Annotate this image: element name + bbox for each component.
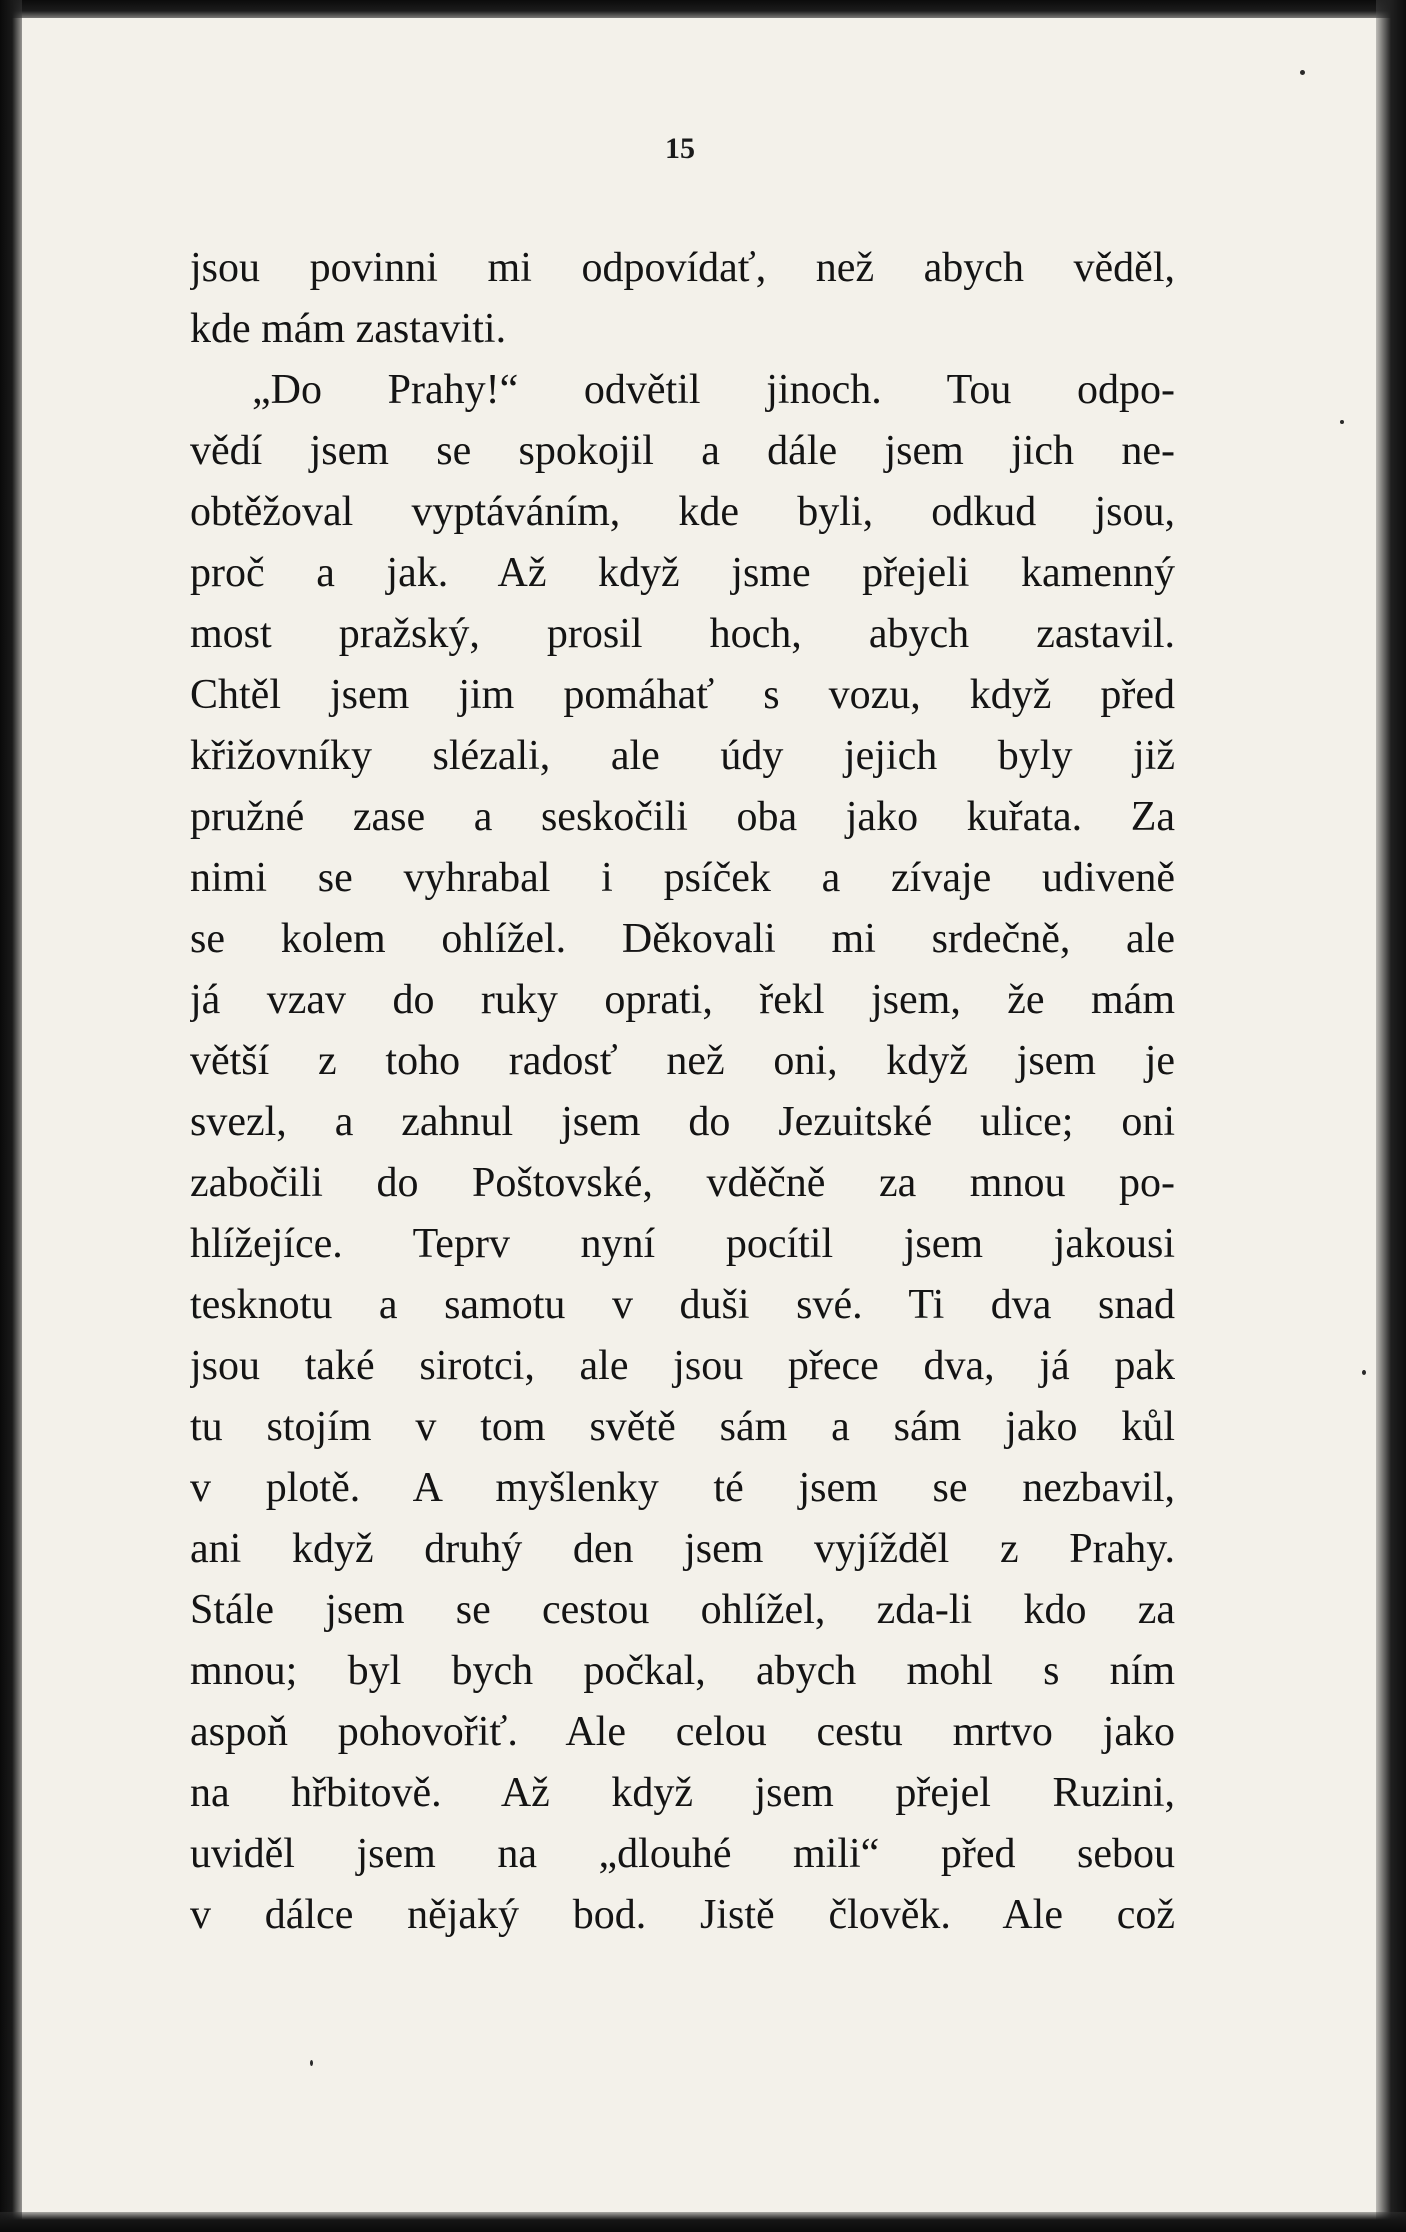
scan-speck: [1340, 420, 1344, 424]
text-line: most pražský, prosil hoch, abych zastavil.: [190, 611, 1175, 657]
text-line: jsou také sirotci, ale jsou přece dva, já pak: [190, 1343, 1175, 1389]
scan-border-right: [1376, 0, 1406, 2232]
scan-border-bottom: [0, 2212, 1406, 2232]
text-line: aspoň pohovořiť. Ale celou cestu mrtvo jako: [190, 1709, 1175, 1755]
text-line: proč a jak. Až když jsme přejeli kamenný: [190, 550, 1175, 596]
text-line: mnou; byl bych počkal, abych mohl s ním: [190, 1648, 1175, 1694]
text-line: „Do Prahy!“ odvětil jinoch. Tou odpo-: [252, 367, 1175, 413]
text-line: nimi se vyhrabal i psíček a zívaje udiveně: [190, 855, 1175, 901]
text-line: kde mám zastaviti.: [190, 306, 507, 352]
text-line: já vzav do ruky oprati, řekl jsem, že mám: [190, 977, 1175, 1023]
text-line: jsou povinni mi odpovídať, než abych věděl,: [190, 245, 1175, 291]
text-line: větší z toho radosť než oni, když jsem je: [190, 1038, 1175, 1084]
text-line: ani když druhý den jsem vyjížděl z Prahy.: [190, 1526, 1175, 1572]
text-line: uviděl jsem na „dlouhé mili“ před sebou: [190, 1831, 1175, 1877]
text-line: tesknotu a samotu v duši své. Ti dva snad: [190, 1282, 1175, 1328]
text-line: hlížejíce. Teprv nyní pocítil jsem jakousi: [190, 1221, 1175, 1267]
scan-border-top: [0, 0, 1406, 18]
scan-speck: [1362, 1370, 1366, 1375]
body-text: [190, 238, 1175, 1946]
text-line: křižovníky slézali, ale údy jejich byly již: [190, 733, 1175, 779]
text-line: se kolem ohlížel. Děkovali mi srdečně, ale: [190, 916, 1175, 962]
text-line: Stále jsem se cestou ohlížel, zda-li kdo za: [190, 1587, 1175, 1633]
scan-speck: [1300, 70, 1305, 75]
scan-border-left: [0, 0, 22, 2232]
text-line: svezl, a zahnul jsem do Jezuitské ulice; oni: [190, 1099, 1175, 1145]
text-line: tu stojím v tom světě sám a sám jako kůl: [190, 1404, 1175, 1450]
text-line: v plotě. A myšlenky té jsem se nezbavil,: [190, 1465, 1175, 1511]
text-line: obtěžoval vyptáváním, kde byli, odkud jsou,: [190, 489, 1175, 535]
page-number: 15: [665, 132, 695, 165]
text-line: zabočili do Poštovské, vděčně za mnou po-: [190, 1160, 1175, 1206]
text-line: vědí jsem se spokojil a dále jsem jich ne-: [190, 428, 1175, 474]
text-line: na hřbitově. Až když jsem přejel Ruzini,: [190, 1770, 1175, 1816]
scan-speck: [310, 2060, 313, 2066]
text-line: pružné zase a seskočili oba jako kuřata. Za: [190, 794, 1175, 840]
text-line: Chtěl jsem jim pomáhať s vozu, když před: [190, 672, 1175, 718]
text-line: v dálce nějaký bod. Jistě člověk. Ale což: [190, 1892, 1175, 1938]
